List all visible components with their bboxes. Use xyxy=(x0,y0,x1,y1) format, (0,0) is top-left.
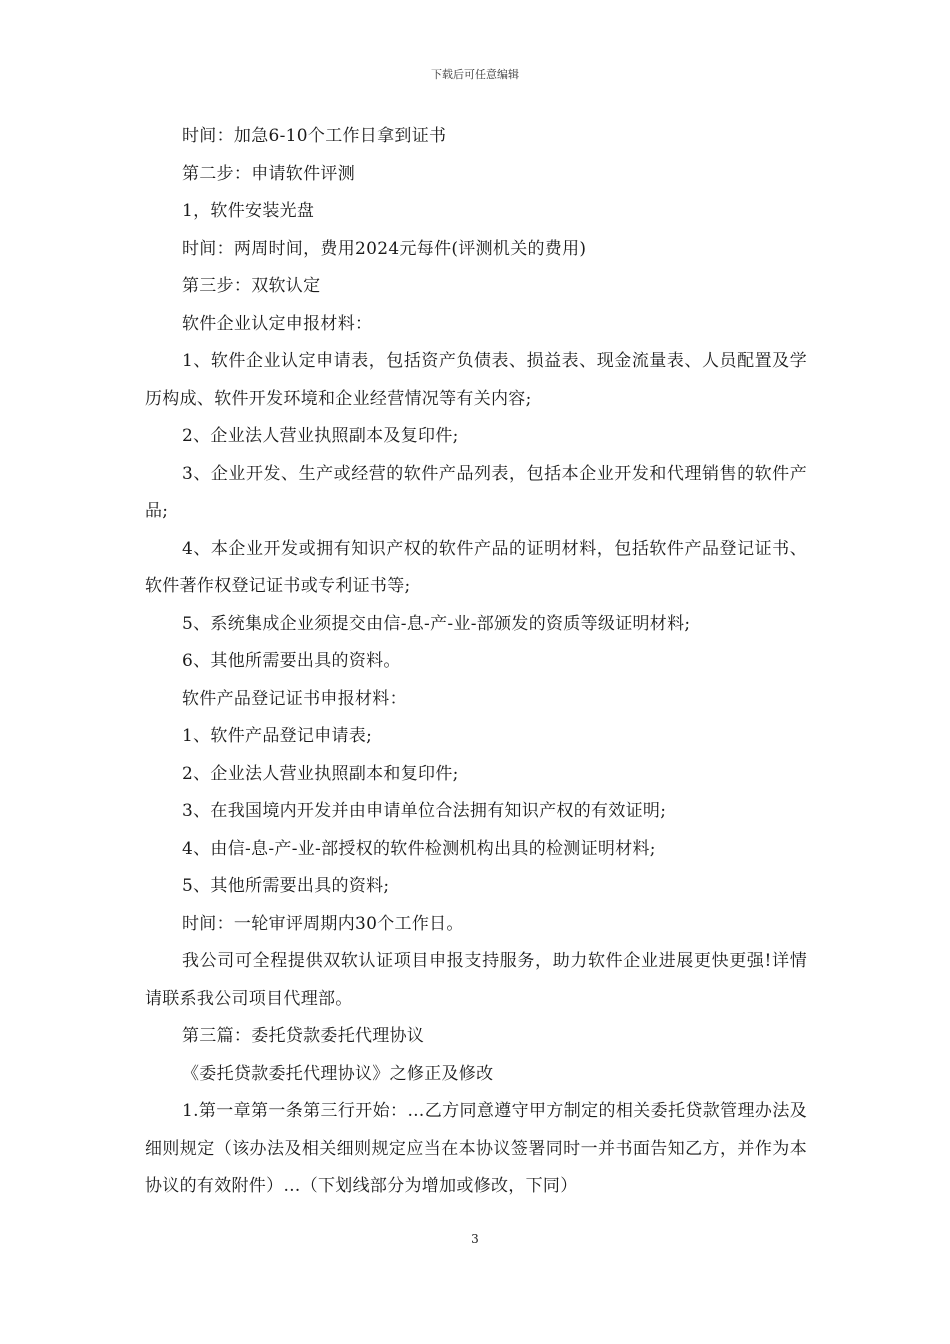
paragraph: 5、系统集成企业须提交由信-息-产-业-部颁发的资质等级证明材料; xyxy=(182,613,691,634)
paragraph: 1、软件企业认定申请表，包括资产负债表、损益表、现金流量表、人员配置及学历构成、软件开发环境和企业经营情况等有关内容; xyxy=(145,351,807,409)
paragraph: 2、企业法人营业执照副本和复印件; xyxy=(182,763,459,784)
page-number: 3 xyxy=(471,1232,479,1246)
paragraph: 4、本企业开发或拥有知识产权的软件产品的证明材料，包括软件产品登记证书、软件著作权登记证书或专利证书等; xyxy=(145,538,807,596)
paragraph: 时间：加急6-10个工作日拿到证书 xyxy=(182,126,447,146)
paragraph: 我公司可全程提供双软认证项目申报支持服务，助力软件企业进展更快更强!详情请联系我公司项目代理部。 xyxy=(145,951,807,1009)
paragraph: 时间：一轮审评周期内30个工作日。 xyxy=(182,913,464,934)
paragraph: 5、其他所需要出具的资料; xyxy=(182,876,390,896)
paragraph: 1.第一章第一条第三行开始：…乙方同意遵守甲方制定的相关委托贷款管理办法及细则规定（该办法及相关细则规定应当在本协议签署同时一并书面告知乙方，并作为本协议的有效附件）…（下划线部分为增加或修改，下同） xyxy=(145,1101,807,1196)
paragraph: 2、企业法人营业执照副本及复印件; xyxy=(182,426,459,446)
section-heading: 第三篇：委托贷款委托代理协议 xyxy=(182,1026,425,1046)
page-header: 下载后可任意编辑 xyxy=(431,68,519,81)
paragraph: 6、其他所需要出具的资料。 xyxy=(182,651,401,671)
paragraph: 《委托贷款委托代理协议》之修正及修改 xyxy=(182,1063,494,1084)
paragraph: 3、在我国境内开发并由申请单位合法拥有知识产权的有效证明; xyxy=(182,801,667,821)
paragraph: 1、软件产品登记申请表; xyxy=(182,726,373,746)
paragraph: 第三步：双软认定 xyxy=(182,276,321,296)
paragraph: 时间：两周时间，费用2024元每件(评测机关的费用) xyxy=(182,238,587,259)
document-body xyxy=(145,118,807,1206)
paragraph: 4、由信-息-产-业-部授权的软件检测机构出具的检测证明材料; xyxy=(182,838,656,859)
paragraph: 软件产品登记证书申报材料： xyxy=(182,688,407,709)
paragraph: 1，软件安装光盘 xyxy=(182,201,315,221)
paragraph: 软件企业认定申报材料： xyxy=(182,313,373,334)
paragraph: 第二步：申请软件评测 xyxy=(182,163,355,184)
paragraph: 3、企业开发、生产或经营的软件产品列表，包括本企业开发和代理销售的软件产品; xyxy=(145,463,807,521)
